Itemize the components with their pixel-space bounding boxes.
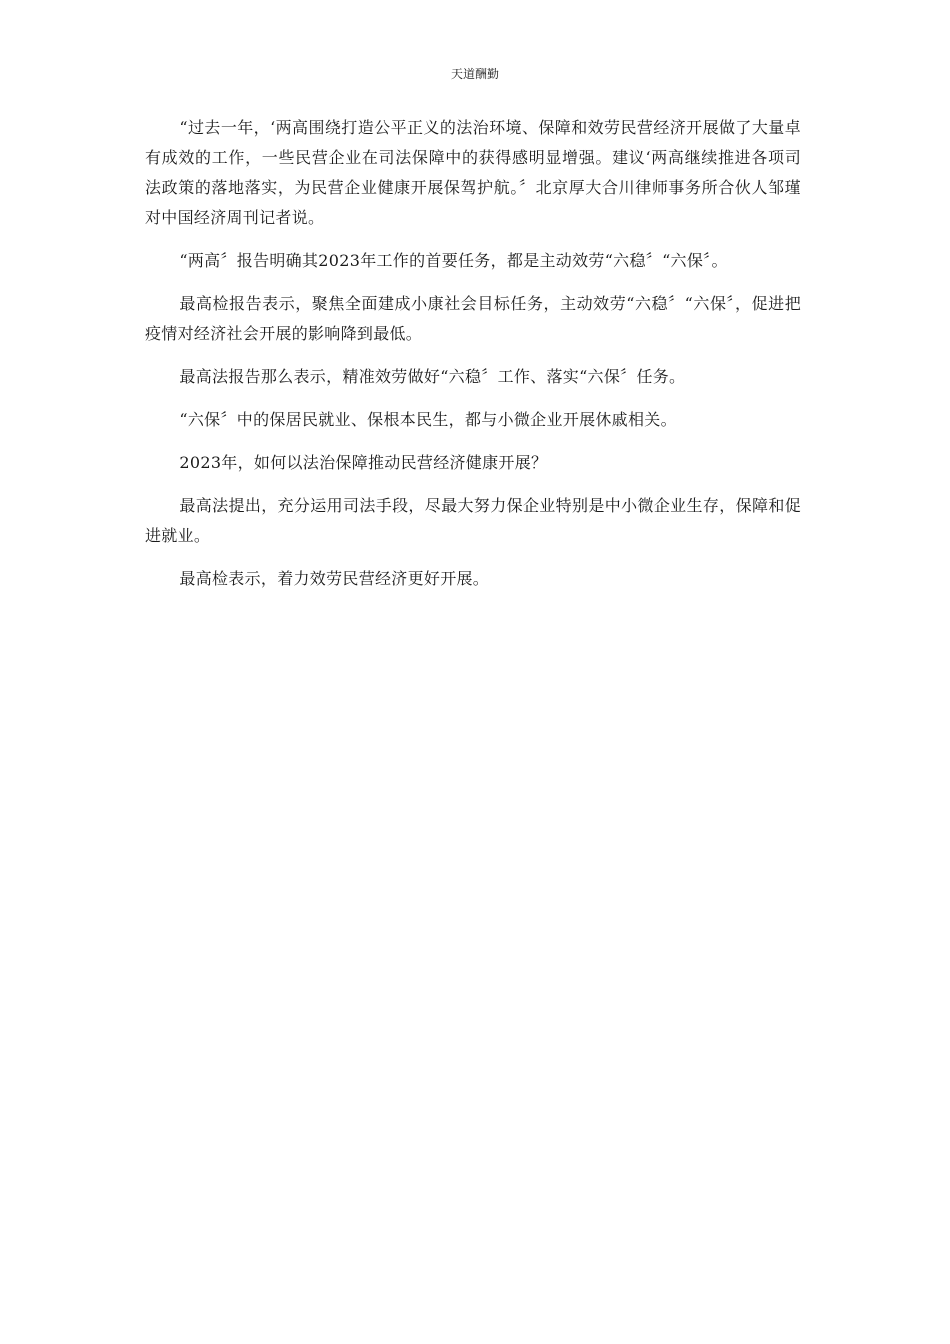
- paragraph: 最高法提出，充分运用司法手段，尽最大努力保企业特别是中小微企业生存，保障和促进就业。: [145, 496, 801, 545]
- paragraph: 最高检表示，着力效劳民营经济更好开展。: [179, 569, 490, 588]
- paragraph: “过去一年，‘两高围绕打造公平正义的法治环境、保障和效劳民营经济开展做了大量卓有成效的工作，一些民营企业在司法保障中的获得感明显增强。建议‘两高继续推进各项司法政策的落地落实，为民营企业健康开展保驾护航。〞北京厚大合川律师事务所合伙人邹瑾对中国经济周刊记者说。: [145, 118, 801, 227]
- paragraph: 2023年，如何以法治保障推动民营经济健康开展？: [179, 453, 548, 472]
- page-header: 天道酬勤: [450, 67, 499, 81]
- document-body: [145, 113, 801, 607]
- paragraph: 最高法报告那么表示，精准效劳做好“六稳〞工作、落实“六保〞任务。: [179, 367, 686, 386]
- paragraph: 最高检报告表示，聚焦全面建成小康社会目标任务，主动效劳“六稳〞“六保〞，促进把疫情对经济社会开展的影响降到最低。: [145, 294, 801, 343]
- paragraph: “两高〞报告明确其2023年工作的首要任务，都是主动效劳“六稳〞“六保〞。: [179, 251, 728, 270]
- paragraph: “六保〞中的保居民就业、保根本民生，都与小微企业开展休戚相关。: [179, 410, 677, 429]
